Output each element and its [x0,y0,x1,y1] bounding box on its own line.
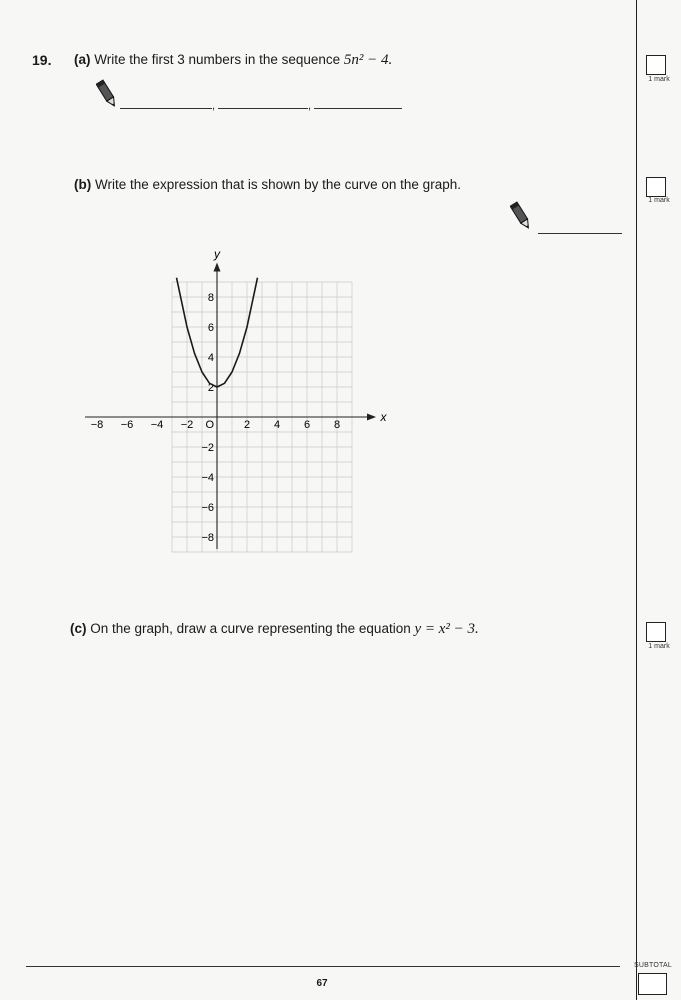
x-tick-label: −2 [180,419,194,431]
y-tick-label: 4 [207,352,214,364]
y-tick-label: 6 [207,322,214,334]
origin-label: O [205,419,214,431]
answer-line-b[interactable] [538,233,622,234]
part-c-equation: y = x² − 3. [414,621,479,637]
mark-box-a[interactable] [646,55,666,75]
separator-comma-1: , [212,100,216,112]
mark-label-a: 1 mark [648,76,670,83]
answer-line-a2[interactable] [218,108,308,109]
part-a-label: (a) [74,52,91,67]
pencil-icon-b [510,200,532,232]
y-axis-label: y [214,250,220,261]
graph-tick-labels [91,292,340,544]
y-tick-label: 8 [207,292,214,304]
x-tick-label: 2 [243,419,251,431]
x-tick-label: −8 [90,419,104,431]
mark-box-c[interactable] [646,622,666,642]
x-tick-label: 8 [333,419,341,431]
y-axis-arrow [214,263,221,272]
y-tick-label: −8 [201,532,214,544]
part-c-label: (c) [70,621,87,636]
y-tick-label: −2 [201,442,214,454]
part-c-prompt [70,621,479,638]
part-a-expression: 5n² − 4. [343,52,393,68]
subtotal-label: SUBTOTAL [634,962,672,969]
part-b-text: Write the expression that is shown by the curve on the graph. [95,177,461,192]
answer-line-a1[interactable] [120,108,212,109]
part-a-prompt [74,52,392,69]
y-tick-label: −4 [201,472,214,484]
footer-rule [26,966,620,967]
pencil-icon [96,78,118,110]
part-b-label: (b) [74,177,92,192]
answer-line-a3[interactable] [314,108,402,109]
x-tick-label: 4 [273,419,281,431]
separator-comma-2: , [308,100,312,112]
subtotal-box[interactable] [638,973,667,995]
coordinate-graph[interactable] [80,250,390,555]
part-b-prompt [74,177,461,192]
x-axis-arrow [367,414,376,421]
y-tick-label: −6 [201,502,214,514]
mark-label-c: 1 mark [648,643,670,650]
mark-label-b: 1 mark [648,197,670,204]
x-tick-label: −4 [150,419,164,431]
question-number: 19. [32,52,52,68]
y-tick-label: 2 [207,382,214,394]
part-a-text: Write the first 3 numbers in the sequence [94,52,344,67]
mark-box-b[interactable] [646,177,666,197]
x-axis-label: x [380,410,387,424]
page-number: 67 [316,978,328,989]
margin-rule [636,0,637,1000]
x-tick-label: −6 [120,419,134,431]
graph-axes [85,250,388,549]
x-tick-label: 6 [303,419,311,431]
part-c-text: On the graph, draw a curve representing the equation [90,621,415,636]
